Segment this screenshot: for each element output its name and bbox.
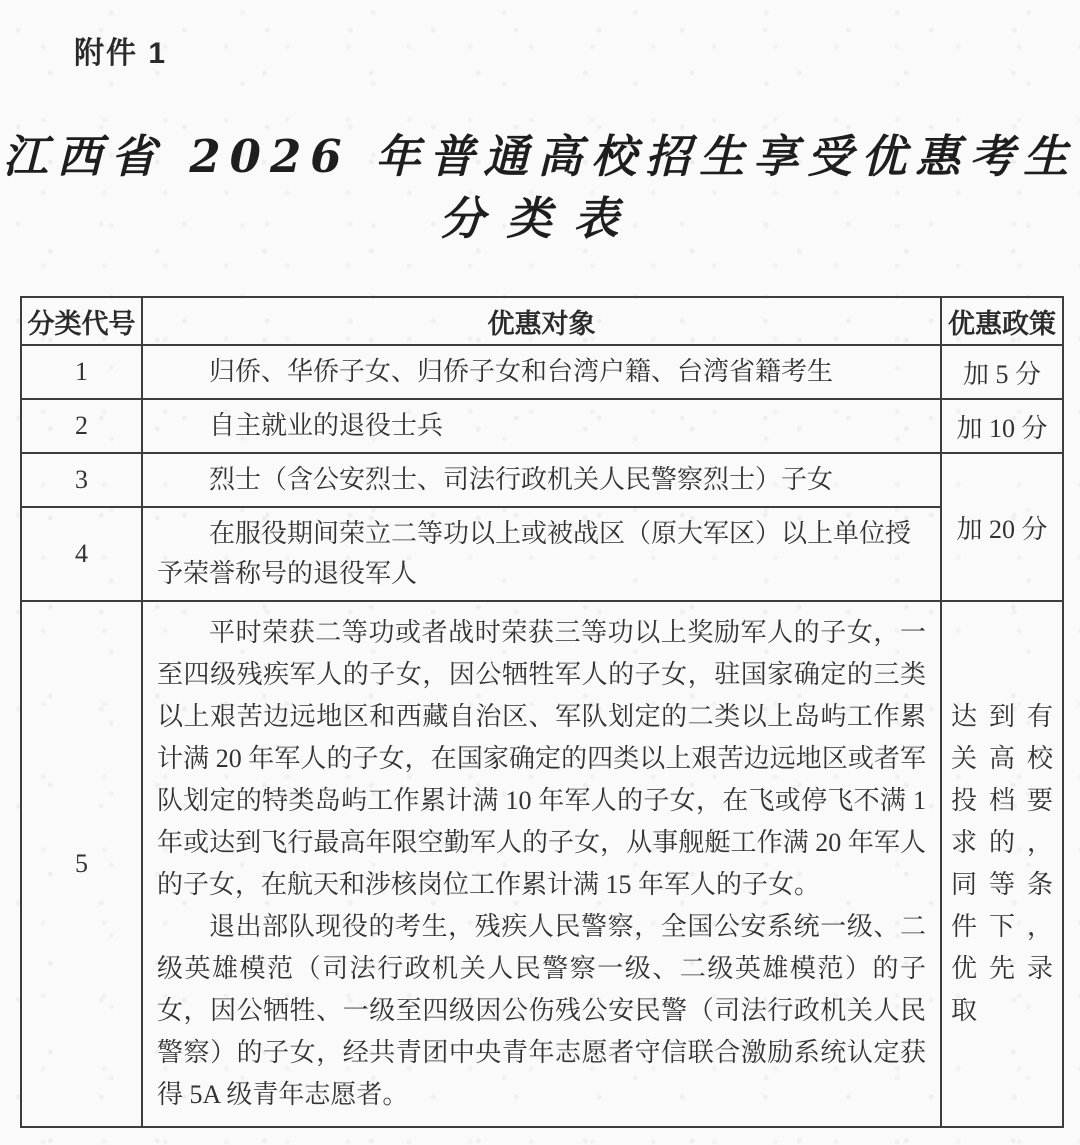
code-cell: 2 bbox=[21, 399, 142, 453]
code-cell: 5 bbox=[21, 601, 142, 1127]
target-text: 烈士（含公安烈士、司法行政机关人民警察烈士）子女 bbox=[209, 465, 834, 494]
table-row bbox=[21, 601, 1063, 1127]
target-cell bbox=[142, 453, 941, 507]
target-paragraph-1: 平时荣获二等功或者战时荣获三等功以上奖励军人的子女，一至四级残疾军人的子女，因公牺牲军人的子女，驻国家确定的三类以上艰苦边远地区和西藏自治区、军队划定的二类以上岛屿工作累计满 20 年军人的子女，在国家确定的四类以上艰苦边远地区或者军队划定的特类岛屿工作累计满 10 年军人的子女，在飞或停飞不满 1 年或达到飞行最高年限空勤军人的子女，从事舰艇工作满 20 年军人的子女，在航天和涉核岗位工作累计满 15 年军人的子女。 bbox=[157, 618, 926, 899]
policy-cell: 加 10 分 bbox=[941, 399, 1063, 453]
table-row bbox=[21, 507, 1063, 601]
target-text: 归侨、华侨子女、归侨子女和台湾户籍、台湾省籍考生 bbox=[209, 357, 834, 386]
target-cell bbox=[142, 601, 941, 1127]
table-row bbox=[21, 453, 1063, 507]
policy-cell: 达到有关高校投档要求的，同等条件下，优先录取 bbox=[941, 601, 1063, 1127]
target-cell bbox=[142, 399, 941, 453]
table-row bbox=[21, 399, 1063, 453]
policy-cell: 加 5 分 bbox=[941, 345, 1063, 399]
document-title-line2: 分类表 bbox=[439, 192, 641, 245]
target-paragraph-2: 退出部队现役的考生，残疾人民警察，全国公安系统一级、二级英雄模范（司法行政机关人民警察一级、二级英雄模范）的子女，因公牺牲、一级至四级因公伤残公安民警（司法行政机关人民警察）的子女，经共青团中央青年志愿者守信联合激励系统认定获得 5A 级青年志愿者。 bbox=[157, 912, 926, 1109]
policy-cell-merged: 加 20 分 bbox=[941, 453, 1063, 601]
table-row bbox=[21, 345, 1063, 399]
target-text: 在服役期间荣立二等功以上或被战区（原大军区）以上单位授予荣誉称号的退役军人 bbox=[157, 519, 912, 588]
document-title bbox=[0, 126, 1080, 250]
target-text: 自主就业的退役士兵 bbox=[209, 411, 444, 440]
code-cell: 1 bbox=[21, 345, 142, 399]
target-cell bbox=[142, 507, 941, 601]
header-cell-policy: 优惠政策 bbox=[941, 297, 1063, 345]
preferential-policy-table bbox=[20, 296, 1064, 1128]
table-header-row bbox=[21, 297, 1063, 345]
document-title-line1: 江西省 2026 年普通高校招生享受优惠考生 bbox=[2, 130, 1078, 183]
target-cell bbox=[142, 345, 941, 399]
code-cell: 4 bbox=[21, 507, 142, 601]
header-cell-code: 分类代号 bbox=[21, 297, 142, 345]
code-cell: 3 bbox=[21, 453, 142, 507]
attachment-label: 附件 1 bbox=[74, 37, 168, 70]
header-cell-target: 优惠对象 bbox=[142, 297, 941, 345]
